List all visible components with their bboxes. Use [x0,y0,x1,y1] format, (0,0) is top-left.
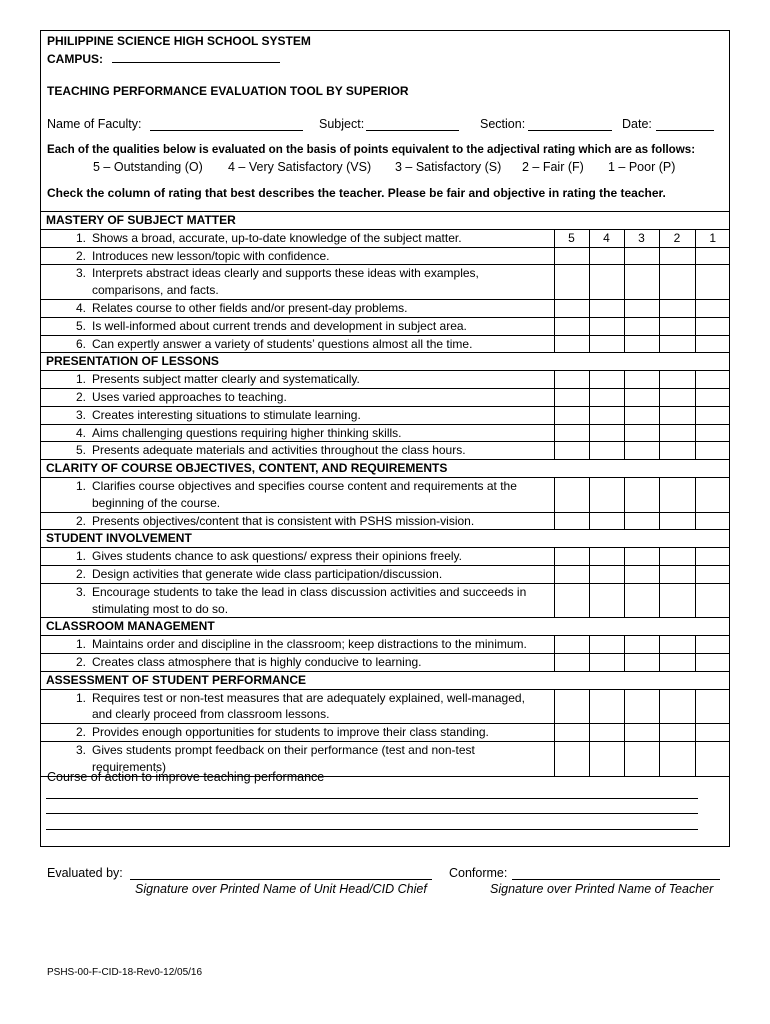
section-header-row [40,353,730,371]
rating-cell[interactable] [589,477,624,512]
rating-cell[interactable] [659,265,695,300]
criterion-cell [40,424,554,442]
rating-cell[interactable] [554,388,589,406]
rating-cell[interactable] [695,477,730,512]
rating-header-1: 1 [695,229,730,247]
rating-header-5: 5 [554,229,589,247]
rating-cell[interactable] [695,565,730,583]
subject-label: Subject: [319,117,365,131]
criterion-row [40,583,730,618]
criterion-number: 2. [75,654,86,669]
criterion-text: Aims challenging questions requiring higher thinking skills. [92,425,402,440]
criterion-cell [40,371,554,389]
date-input[interactable] [656,130,714,131]
rating-cell[interactable] [589,741,624,776]
campus-label: CAMPUS: [47,52,103,66]
rating-cell[interactable] [589,317,624,335]
rating-scale-1: 1 – Poor (P) [608,160,676,174]
faculty-label: Name of Faculty: [47,117,142,131]
rating-cell[interactable] [554,636,589,654]
criterion-row [40,724,730,742]
criterion-row [40,689,730,724]
criterion-number: 6. [75,336,86,351]
criterion-text: Presents subject matter clearly and systematically. [92,372,360,387]
rating-cell[interactable] [554,265,589,300]
rating-cell[interactable] [554,317,589,335]
criterion-text: Presents objectives/content that is consistent with PSHS mission-vision. [92,513,475,528]
section-title: ASSESSMENT OF STUDENT PERFORMANCE [40,671,730,689]
section-input[interactable] [528,130,612,131]
criterion-number: 2. [75,725,86,740]
criterion-cell [40,299,554,317]
criterion-row [40,406,730,424]
criterion-text: Provides enough opportunities for students to improve their class standing. [92,725,489,740]
rating-cell[interactable] [659,565,695,583]
rating-cell[interactable] [589,247,624,265]
criterion-number: 2. [75,389,86,404]
criterion-text: Presents adequate materials and activities throughout the class hours. [92,443,466,458]
conforme-label: Conforme: [449,866,508,880]
faculty-input[interactable] [150,130,303,131]
criterion-cell [40,548,554,566]
criterion-number: 3. [75,266,86,281]
course-of-action-line-2[interactable] [46,813,698,814]
criterion-number: 1. [75,549,86,564]
rating-cell[interactable] [695,247,730,265]
rating-cell[interactable] [589,299,624,317]
evaluation-table [40,211,730,777]
criterion-number: 1. [75,637,86,652]
criterion-cell [40,565,554,583]
rating-cell[interactable] [695,424,730,442]
rating-cell[interactable] [589,565,624,583]
criterion-number: 4. [75,300,86,315]
criterion-row [40,653,730,671]
criterion-row [40,512,730,530]
rating-cell[interactable] [695,583,730,618]
criterion-number: 3. [75,742,86,757]
rating-cell[interactable] [589,724,624,742]
conforme-caption: Signature over Printed Name of Teacher [490,882,714,896]
rating-cell[interactable] [624,299,659,317]
rating-cell[interactable] [589,653,624,671]
criterion-cell [40,724,554,742]
criterion-row [40,424,730,442]
rating-cell[interactable] [554,442,589,460]
instructions-line2: Check the column of rating that best describes the teacher. Please be fair and objective in rating the teacher. [47,186,666,200]
rating-cell[interactable] [695,724,730,742]
rating-cell[interactable] [554,583,589,618]
criterion-row [40,477,730,512]
rating-cell[interactable] [695,689,730,724]
evaluated-by-signature-line[interactable] [130,879,432,880]
criterion-number: 5. [75,443,86,458]
rating-cell[interactable] [659,653,695,671]
rating-cell[interactable] [659,388,695,406]
rating-cell[interactable] [624,317,659,335]
rating-cell[interactable] [624,653,659,671]
rating-cell[interactable] [589,442,624,460]
rating-cell[interactable] [695,741,730,776]
criterion-cell [40,442,554,460]
rating-cell[interactable] [659,247,695,265]
criterion-text: Creates class atmosphere that is highly conducive to learning. [92,654,422,669]
rating-cell[interactable] [695,388,730,406]
section-title: PRESENTATION OF LESSONS [40,353,730,371]
rating-cell[interactable] [554,724,589,742]
rating-cell[interactable] [554,477,589,512]
criterion-text: Gives students chance to ask questions/ express their opinions freely. [92,549,462,564]
criterion-cell [40,636,554,654]
rating-cell[interactable] [624,247,659,265]
rating-cell[interactable] [554,371,589,389]
rating-cell[interactable] [659,548,695,566]
criterion-number: 1. [75,230,86,245]
rating-cell[interactable] [554,335,589,353]
criterion-number: 1. [75,478,86,493]
rating-cell[interactable] [659,371,695,389]
section-label: Section: [480,117,526,131]
rating-scale-4: 4 – Very Satisfactory (VS) [228,160,372,174]
criterion-text: Is well-informed about current trends and development in subject area. [92,318,467,333]
rating-header-3: 3 [624,229,659,247]
rating-cell[interactable] [659,583,695,618]
criterion-number: 3. [75,407,86,422]
section-title: CLARITY OF COURSE OBJECTIVES, CONTENT, AND REQUIREMENTS [40,460,730,478]
criterion-cell [40,265,554,300]
rating-cell[interactable] [695,265,730,300]
rating-header-2: 2 [659,229,695,247]
criterion-cell [40,653,554,671]
criterion-cell [40,388,554,406]
criterion-text: Maintains order and discipline in the classroom; keep distractions to the minimum. [92,637,527,652]
rating-scale-5: 5 – Outstanding (O) [93,160,203,174]
criterion-row [40,247,730,265]
criterion-row [40,229,730,247]
rating-cell[interactable] [624,265,659,300]
criterion-cell [40,317,554,335]
section-header-row [40,671,730,689]
criterion-text: Design activities that generate wide class participation/discussion. [92,566,443,581]
evaluated-by-label: Evaluated by: [47,866,123,880]
section-title: CLASSROOM MANAGEMENT [40,618,730,636]
rating-cell[interactable] [695,512,730,530]
rating-cell[interactable] [659,442,695,460]
rating-cell[interactable] [589,406,624,424]
school-name: PHILIPPINE SCIENCE HIGH SCHOOL SYSTEM [47,34,311,48]
criterion-row [40,442,730,460]
criterion-text: Creates interesting situations to stimulate learning. [92,407,361,422]
section-header-row [40,460,730,478]
instructions-line1: Each of the qualities below is evaluated on the basis of points equivalent to the adjectival rating which are as follows: [47,143,696,156]
criterion-cell [40,406,554,424]
rating-scale-2: 2 – Fair (F) [522,160,584,174]
criterion-cell [40,477,554,512]
criterion-number: 2. [75,248,86,263]
rating-cell[interactable] [624,583,659,618]
criterion-cell [40,512,554,530]
rating-cell[interactable] [589,583,624,618]
rating-cell[interactable] [624,424,659,442]
campus-row [47,50,280,66]
section-title: MASTERY OF SUBJECT MATTER [40,212,730,230]
section-header-row [40,618,730,636]
criterion-number: 5. [75,318,86,333]
criterion-text: Interprets abstract ideas clearly and supports these ideas with examples, comparisons, and facts. [92,266,479,298]
rating-cell[interactable] [589,512,624,530]
rating-cell[interactable] [624,477,659,512]
criterion-row [40,299,730,317]
criterion-row [40,265,730,300]
section-header-row [40,212,730,230]
criterion-cell [40,689,554,724]
criterion-text: Uses varied approaches to teaching. [92,389,287,404]
rating-cell[interactable] [695,653,730,671]
rating-cell[interactable] [624,636,659,654]
criterion-text: Relates course to other fields and/or present-day problems. [92,300,408,315]
evaluated-by-caption: Signature over Printed Name of Unit Head/CID Chief [135,882,427,896]
rating-cell[interactable] [554,741,589,776]
rating-cell[interactable] [554,406,589,424]
section-header-row [40,530,730,548]
rating-cell[interactable] [624,741,659,776]
criterion-text: Clarifies course objectives and specifies course content and requirements at the beginning of the course. [92,478,517,510]
rating-cell[interactable] [695,335,730,353]
rating-cell[interactable] [695,406,730,424]
rating-cell[interactable] [695,317,730,335]
course-of-action-line-3[interactable] [46,829,698,830]
form-code: PSHS-00-F-CID-18-Rev0-12/05/16 [47,967,203,978]
rating-cell[interactable] [695,371,730,389]
rating-cell[interactable] [624,335,659,353]
section-title: STUDENT INVOLVEMENT [40,530,730,548]
rating-cell[interactable] [554,424,589,442]
rating-cell[interactable] [624,512,659,530]
rating-cell[interactable] [624,548,659,566]
rating-cell[interactable] [624,406,659,424]
criterion-text: Gives students prompt feedback on their performance (test and non-test requirements) [92,742,475,774]
criterion-number: 3. [75,584,86,599]
criterion-text: Shows a broad, accurate, up-to-date knowledge of the subject matter. [92,230,462,245]
rating-cell[interactable] [659,335,695,353]
rating-cell[interactable] [659,317,695,335]
criterion-text: Encourage students to take the lead in class discussion activities and succeeds in stimulating most to do so. [92,584,527,616]
rating-cell[interactable] [659,299,695,317]
rating-cell[interactable] [624,724,659,742]
rating-cell[interactable] [589,388,624,406]
criterion-row [40,388,730,406]
rating-cell[interactable] [554,247,589,265]
rating-cell[interactable] [554,565,589,583]
rating-cell[interactable] [659,741,695,776]
rating-cell[interactable] [554,548,589,566]
criterion-number: 4. [75,425,86,440]
course-of-action-label: Course of action to improve teaching performance [47,770,325,784]
date-label: Date: [622,117,652,131]
criterion-cell [40,229,554,247]
rating-cell[interactable] [624,442,659,460]
rating-cell[interactable] [659,477,695,512]
criterion-cell [40,247,554,265]
rating-cell[interactable] [554,299,589,317]
criterion-cell [40,583,554,618]
criterion-cell [40,335,554,353]
course-of-action-line-1[interactable] [46,798,698,799]
rating-cell[interactable] [659,424,695,442]
rating-cell[interactable] [589,424,624,442]
rating-cell[interactable] [659,689,695,724]
criterion-row [40,335,730,353]
rating-cell[interactable] [624,689,659,724]
criterion-row [40,636,730,654]
rating-cell[interactable] [695,299,730,317]
rating-cell[interactable] [659,724,695,742]
rating-cell[interactable] [695,442,730,460]
subject-input[interactable] [366,130,459,131]
criterion-text: Can expertly answer a variety of students’ questions almost all the time. [92,336,473,351]
rating-cell[interactable] [659,512,695,530]
rating-cell[interactable] [554,689,589,724]
rating-cell[interactable] [624,565,659,583]
rating-cell[interactable] [624,388,659,406]
rating-cell[interactable] [659,636,695,654]
criterion-number: 1. [75,690,86,705]
rating-cell[interactable] [589,548,624,566]
form-title: TEACHING PERFORMANCE EVALUATION TOOL BY SUPERIOR [47,84,409,98]
criterion-text: Requires test or non-test measures that are adequately explained, well-managed, and clearly proceed from classroom lessons. [92,690,525,722]
conforme-signature-line[interactable] [512,879,720,880]
rating-cell[interactable] [554,653,589,671]
criterion-text: Introduces new lesson/topic with confidence. [92,248,330,263]
rating-scale-3: 3 – Satisfactory (S) [395,160,502,174]
rating-cell[interactable] [589,335,624,353]
rating-cell[interactable] [695,548,730,566]
criterion-row [40,317,730,335]
criterion-row [40,565,730,583]
rating-cell[interactable] [589,636,624,654]
rating-cell[interactable] [659,406,695,424]
rating-cell[interactable] [589,689,624,724]
criterion-row [40,548,730,566]
rating-cell[interactable] [695,636,730,654]
criterion-row [40,371,730,389]
campus-input[interactable] [112,50,280,63]
criterion-number: 2. [75,566,86,581]
rating-cell[interactable] [589,371,624,389]
rating-header-4: 4 [589,229,624,247]
criterion-number: 1. [75,372,86,387]
rating-cell[interactable] [624,371,659,389]
rating-cell[interactable] [589,265,624,300]
criterion-number: 2. [75,513,86,528]
rating-cell[interactable] [554,512,589,530]
